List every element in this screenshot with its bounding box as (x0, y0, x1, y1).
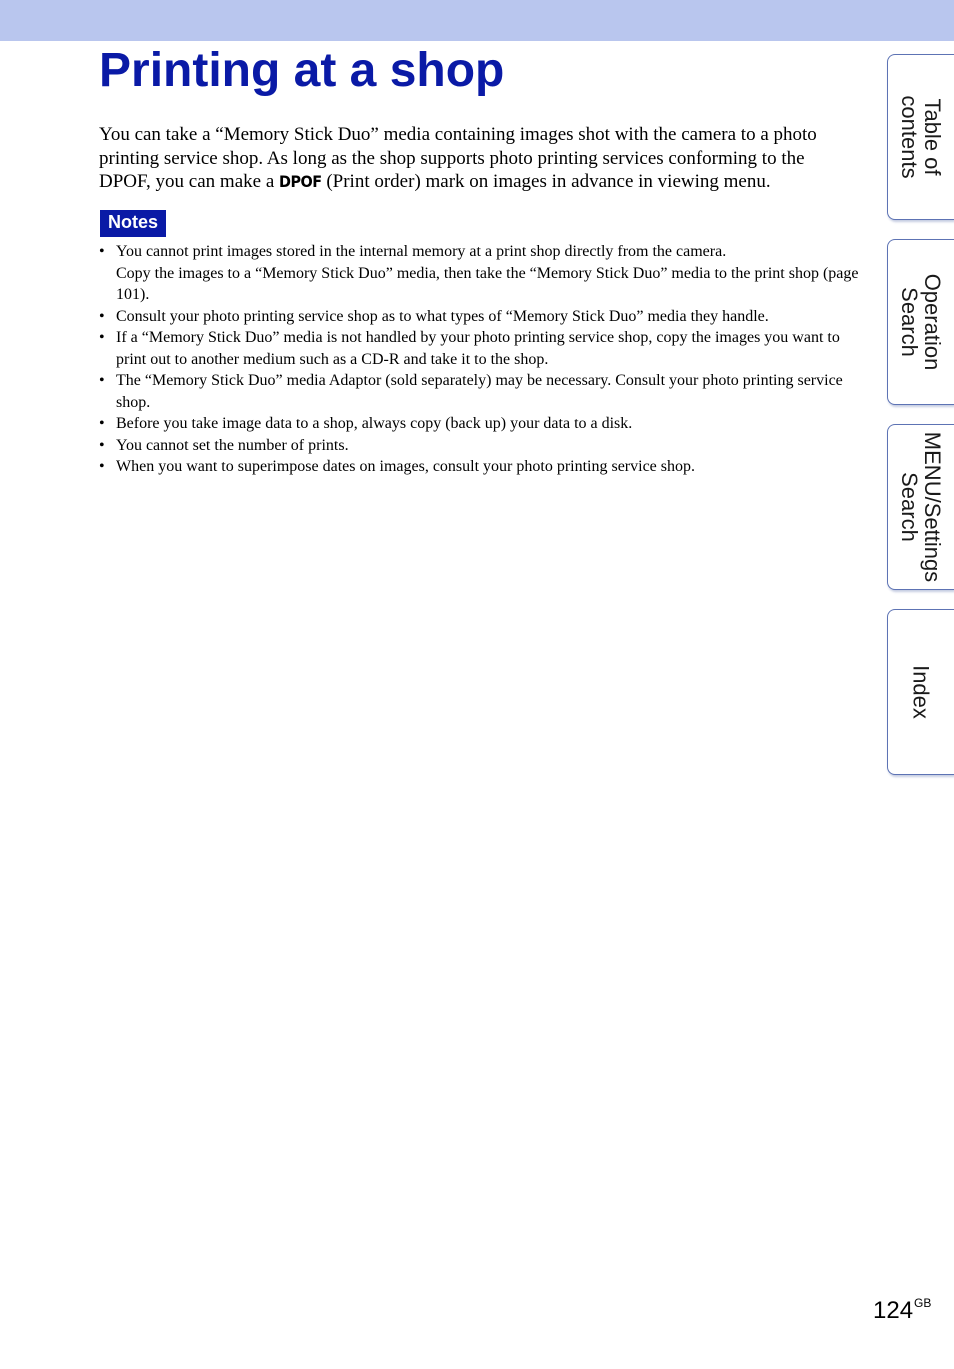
page-number-value: 124 (873, 1297, 914, 1324)
tab-label (898, 432, 944, 582)
list-item (99, 370, 859, 413)
page-number-suffix: GB (914, 1296, 932, 1310)
note-text-continued: Copy the images to a “Memory Stick Duo” media, then take the “Memory Stick Duo” media to the print shop (page 101). (116, 264, 859, 303)
tab-menu-settings-search[interactable] (887, 424, 954, 590)
list-item (99, 435, 859, 457)
bullet-icon: • (99, 415, 105, 432)
notes-badge: Notes (100, 210, 166, 237)
bullet-icon: • (99, 436, 105, 454)
tab-label-line2: Search (897, 287, 922, 357)
list-item (99, 241, 859, 306)
note-text: The “Memory Stick Duo” media Adaptor (sold separately) may be necessary. Consult your photo printing service shop. (116, 372, 843, 411)
tab-index[interactable] (887, 609, 954, 775)
note-text: You cannot set the number of prints. (116, 436, 349, 454)
tab-operation-search[interactable] (887, 239, 954, 405)
notes-list (99, 241, 859, 478)
list-item (99, 413, 859, 435)
page-title: Printing at a shop (99, 44, 505, 97)
intro-text-start: You can take a “Memory Stick Duo” media containing images shot with the camera to a photo printing service shop. As long as the shop supports photo printing services conforming to the DPOF, you can make a (99, 124, 817, 192)
bullet-icon: • (99, 243, 105, 260)
tab-label-line2: Search (897, 472, 922, 542)
list-item (99, 327, 859, 370)
dpof-icon: DPOF (279, 172, 322, 191)
intro-text-end: (Print order) mark on images in advance in viewing menu. (321, 171, 771, 192)
bullet-icon: • (99, 329, 105, 346)
tab-label-line1: Index (908, 665, 934, 719)
note-text: Consult your photo printing service shop as to what types of “Memory Stick Duo” media they handle. (116, 307, 769, 325)
bullet-icon: • (99, 307, 105, 325)
bullet-icon: • (99, 372, 105, 389)
tab-label (898, 95, 944, 178)
note-text: If a “Memory Stick Duo” media is not handled by your photo printing service shop, copy the images you want to print out to another medium such as a CD-R and take it to the shop. (116, 329, 840, 368)
note-text: Before you take image data to a shop, always copy (back up) your data to a disk. (116, 415, 633, 432)
tab-table-of-contents[interactable] (887, 54, 954, 220)
tab-label-line1: Table of (920, 98, 945, 176)
tab-label-line1: Operation (920, 273, 945, 371)
note-text: You cannot print images stored in the internal memory at a print shop directly from the camera. (116, 243, 727, 260)
top-band (0, 0, 954, 41)
tab-label-line2: contents (897, 95, 922, 179)
tab-label (898, 274, 944, 371)
list-item (99, 456, 859, 478)
bullet-icon: • (99, 458, 105, 475)
note-text: When you want to superimpose dates on images, consult your photo printing service shop. (116, 458, 696, 475)
tab-label-line1: MENU/Settings (920, 431, 945, 583)
list-item (99, 306, 859, 328)
page-number (873, 1288, 931, 1326)
tab-label (910, 665, 933, 719)
intro-paragraph (99, 123, 859, 194)
